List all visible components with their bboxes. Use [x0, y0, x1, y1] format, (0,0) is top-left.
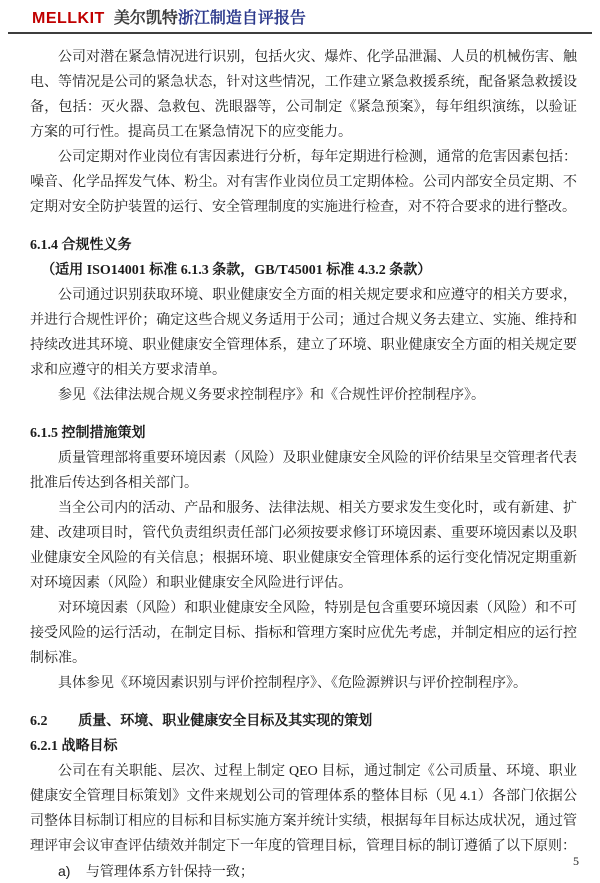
subheading-6-1-4-standards: （适用 ISO14001 标准 6.1.3 条款，GB/T45001 标准 4.3.2 条款）: [41, 263, 432, 278]
paragraph-6-1-4-1: 公司通过识别获取环境、职业健康安全方面的相关规定要求和应遵守的相关方要求，并进行合规性评价；确定这些合规义务适用于公司；通过合规义务去建立、实施、维持和持续改进其环境、职业健康安全管理体系，建立了环境、职业健康安全方面的相关规定要求和应遵守的相关方要求清单。: [30, 288, 577, 378]
paragraph-6-1-5-reference: 具体参见《环境因素识别与评价控制程序》、《危险源辨识与评价控制程序》。: [58, 676, 527, 691]
paragraph-emergency-2: 公司定期对作业岗位有害因素进行分析，每年定期进行检测，通常的危害因素包括：噪音、化学品挥发气体、粉尘。对有害作业岗位员工定期体检。公司内部安全员定期、不定期对安全防护装置的运行、安全管理制度的实施进行检查，对不符合要求的进行整改。: [30, 150, 577, 215]
document-title: 浙江制造自评报告: [177, 10, 306, 27]
list-item-a-text: 与管理体系方针保持一致；: [85, 865, 254, 880]
paragraph-6-1-5-2: 当全公司内的活动、产品和服务、法律法规、相关方要求发生变化时，或有新建、扩建、改建项目时，管代负责组织责任部门必须按要求修订环境因素、重要环境因素以及职业健康安全风险的有关信息；根据环境、职业健康安全管理体系的运行变化情况定期重新对环境因素（风险）和职业健康安全风险进行评估。: [30, 501, 577, 591]
list-item-a: [30, 859, 577, 883]
heading-6-1-4: 6.1.4 合规性义务: [30, 238, 132, 253]
brand-logo-text: MELLKIT: [32, 10, 105, 27]
heading-6-1-5: 6.1.5 控制措施策划: [30, 426, 146, 441]
page-number: 5: [573, 854, 579, 868]
document-body: [0, 34, 600, 883]
paragraph-6-1-5-1: 质量管理部将重要环境因素（风险）及职业健康安全风险的评价结果呈交管理者代表批准后传达到各相关部门。: [30, 451, 577, 491]
page-header: [0, 0, 600, 29]
company-name: 美尔凯特: [113, 10, 178, 27]
paragraph-emergency-1: 公司对潜在紧急情况进行识别，包括火灾、爆炸、化学品泄漏、人员的机械伤害、触电、等情况是公司的紧急状态，针对这些情况，工作建立紧急救援系统，配备紧急救援设备，包括：灭火器、急救包、洗眼器等，公司制定《紧急预案》，每年组织演练，以验证方案的可行性。提高员工在紧急情况下的应变能力。: [30, 50, 577, 140]
paragraph-6-1-4-reference: 参见《法律法规合规义务要求控制程序》和《合规性评价控制程序》。: [58, 388, 485, 403]
paragraph-6-1-5-3: 对环境因素（风险）和职业健康安全风险，特别是包含重要环境因素（风险）和不可接受风险的运行活动，在制定目标、指标和管理方案时应优先考虑，并制定相应的运行控制标准。: [30, 601, 577, 666]
heading-6-2: [30, 709, 577, 734]
list-item-a-marker: a): [58, 863, 71, 879]
heading-6-2-1: 6.2.1 战略目标: [30, 739, 118, 754]
heading-6-2-title: 质量、环境、职业健康安全目标及其实现的策划: [78, 714, 373, 729]
paragraph-6-2-1-1: 公司在有关职能、层次、过程上制定 QEO 目标，通过制定《公司质量、环境、职业健康安全管理目标策划》文件来规划公司的管理体系的整体目标（见 4.1）各部门依据公司整体目标制订相应的目标和目标实施方案并统计实绩，根据每年目标达成状况，通过管理评审会议审查评估绩效并制定下一年度的管理目标，管理目标的制订遵循了以下原则：: [30, 764, 577, 854]
heading-6-2-number: 6.2: [30, 714, 48, 729]
